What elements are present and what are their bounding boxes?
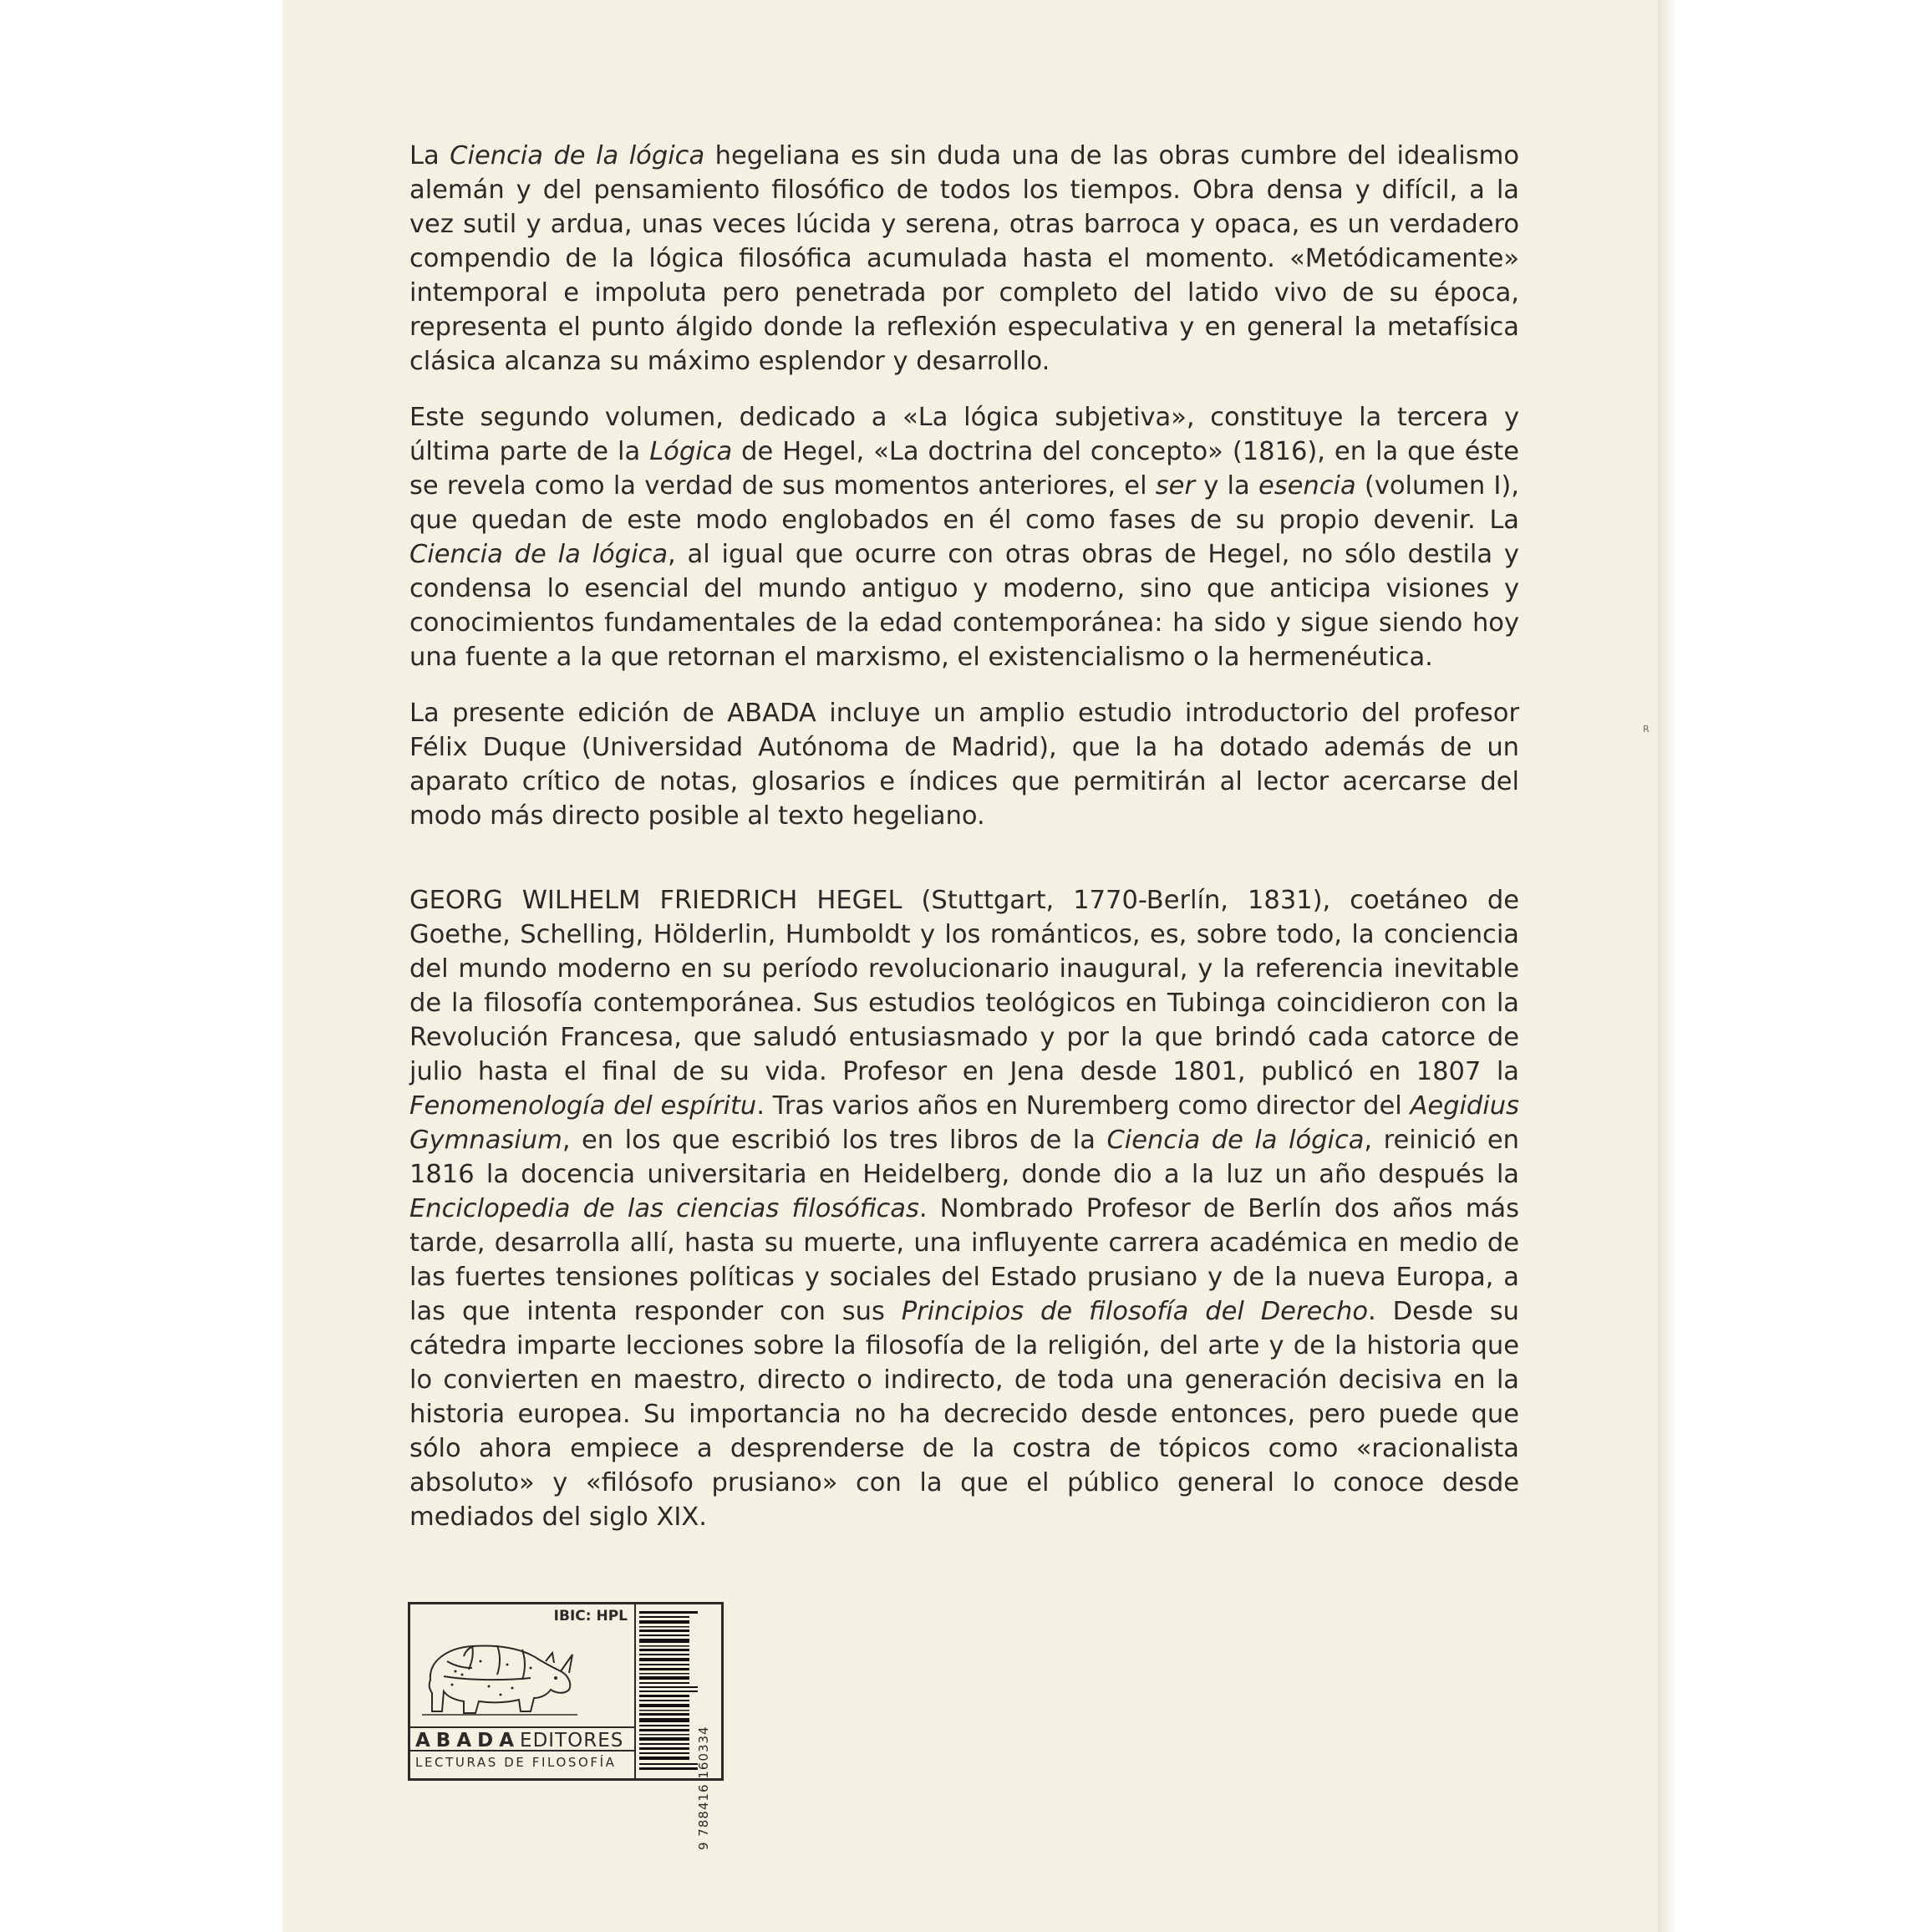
publisher-editores: EDITORES [520, 1730, 624, 1752]
publisher-block [408, 1602, 724, 1850]
text-run: hegeliana es sin duda una de las obras cumbre del idealismo alemán y del pensamiento filosófico de todos los tiempos. Obra densa y difícil, a la vez sutil y ardua, unas veces lúcida y serena, otras barroca y opaca, es un verdadero compendio de la lógica filosófica acumulada hasta el momento. «Metódicamente» intemporal e impoluta pero penetrada por completo del latido vivo de su época, representa el punto álgido donde la reflexión especulativa y en general la metafísica clásica alcanza su máximo esplendor y desarrollo. [409, 141, 1519, 376]
italic-title-text: Enciclopedia de las ciencias filosóficas [409, 1194, 919, 1223]
italic-title-text: Aegidius Gymnasium [409, 1091, 1519, 1155]
rhinoceros-icon [414, 1628, 581, 1720]
text-run: , reinició en 1816 la docencia universitaria en Heidelberg, donde dio a la luz un año después la [409, 1126, 1520, 1189]
text-run: . Desde su cátedra imparte lecciones sobre la filosofía de la religión, del arte y de la historia que lo convierten en maestro, directo o indirecto, de toda una generación decisiva en la historia europea. Su importancia no ha decrecido desde entonces, pero puede que sólo ahora empiece a desprenderse de la costra de tópicos como «racionalista absoluto» y «filósofo prusiano» con la que el público general lo conoce desde mediados del siglo XIX. [409, 1297, 1519, 1532]
italic-title-text: esencia [1258, 471, 1356, 501]
publisher-name [410, 1726, 634, 1752]
text-run: , al igual que ocurre con otras obras de Hegel, no sólo destila y condensa lo esencial del mundo antiguo y moderno, sino que anticipa visiones y conocimientos fundamentales de la edad contemporánea: ha sido y sigue siendo hoy una fuente a la que retornan el marxismo, el existencialismo o la hermenéutica. [409, 540, 1519, 672]
spine-mark: R [1643, 724, 1650, 735]
italic-title-text: Ciencia de la lógica [1106, 1126, 1365, 1155]
text-run: La [409, 141, 450, 170]
italic-title-text: Ciencia de la lógica [409, 540, 669, 569]
barcode [636, 1604, 721, 1850]
author-biography [409, 883, 1519, 1534]
italic-title-text: ser [1155, 471, 1195, 501]
collection-name: LECTURAS DE FILOSOFÍA [415, 1755, 617, 1770]
text-run: (volumen I), que quedan de este modo englobados en él como fases de su propio devenir. La [409, 471, 1519, 535]
publisher-logo-area [410, 1604, 636, 1778]
text-run: . Tras varios años en Nuremberg como director del [756, 1091, 1411, 1121]
isbn-number: 9 788416 160334 [696, 1726, 711, 1850]
cover-text [409, 139, 1519, 1556]
text-run: , en los que escribió los tres libros de la [562, 1126, 1107, 1155]
italic-title-text: Ciencia de la lógica [450, 141, 705, 170]
italic-title-text: Fenomenología del espíritu [409, 1091, 757, 1121]
barcode-bars [639, 1609, 698, 1773]
text-run: y la [1195, 471, 1258, 501]
spine-edge [1658, 0, 1676, 1932]
text-run: de Hegel, «La doctrina del concepto» (1816), en la que éste se revela como la verdad de sus momentos anteriores, el [409, 437, 1519, 501]
ibic-code: IBIC: HPL [553, 1608, 628, 1624]
text-run: . Nombrado Profesor de Berlín dos años más tarde, desarrolla allí, hasta su muerte, una influyente carrera académica en medio de las fuertes tensiones políticas y sociales del Estado prusiano y de la nueva Europa, a las que intenta responder con sus [409, 1194, 1519, 1326]
text-run: Este segundo volumen, dedicado a «La lógica subjetiva», constituye la tercera y última parte de la [409, 403, 1519, 466]
description-paragraph-3 [409, 696, 1519, 833]
publisher-brand: ABADA [415, 1730, 521, 1752]
description-paragraph-1 [409, 139, 1519, 379]
text-run: GEORG WILHELM FRIEDRICH HEGEL (Stuttgart, 1770-Berlín, 1831), coetáneo de Goethe, Schelling, Hölderlin, Humboldt y los románticos, es, sobre todo, la conciencia del mundo moderno en su período revolucionario inaugural, y la referencia inevitable de la filosofía contemporánea. Sus estudios teológicos en Tubinga coincidieron con la Revolución Francesa, que saludó entusiasmado y por la que brindó cada catorce de julio hasta el final de su vida. Profesor en Jena desde 1801, publicó en 1807 la [409, 886, 1519, 1086]
text-run: La presente edición de ABADA incluye un amplio estudio introductorio del profesor Félix Duque (Universidad Autónoma de Madrid), que la ha dotado además de un aparato crítico de notas, glosarios e índices que permitirán al lector acercarse del modo más directo posible al texto hegeliano. [409, 699, 1519, 831]
description-paragraph-2 [409, 400, 1519, 674]
italic-title-text: Principios de filosofía del Derecho [901, 1297, 1369, 1326]
italic-title-text: Lógica [649, 437, 733, 466]
